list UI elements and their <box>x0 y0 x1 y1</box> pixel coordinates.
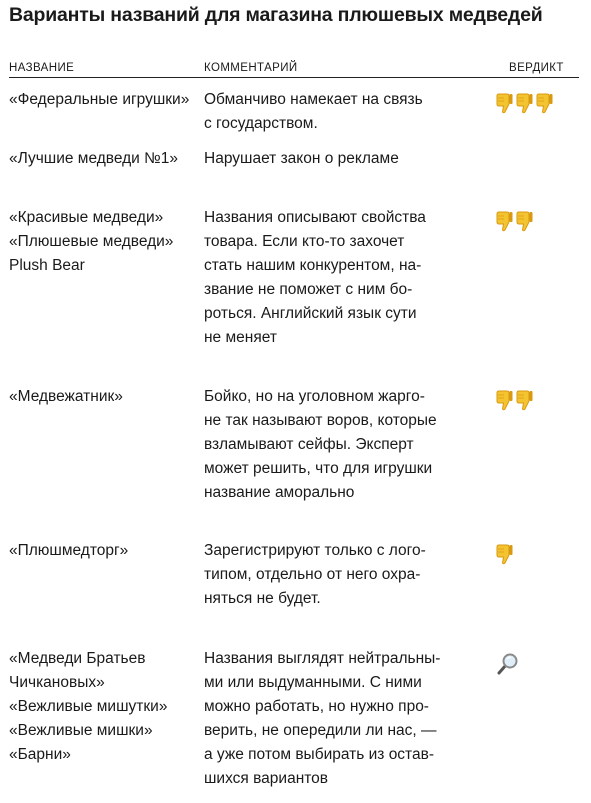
row-comment-cell <box>204 88 464 136</box>
store-name-option: «Медвежатник» <box>9 388 123 405</box>
comment-line: с государством. <box>204 115 318 132</box>
verdict-cell <box>496 93 553 114</box>
thumbs-down-icon <box>516 211 533 232</box>
column-header-comment: КОММЕНТАРИЙ <box>204 62 298 74</box>
thumbs-down-icon <box>496 211 513 232</box>
row-comment-cell <box>204 539 464 611</box>
row-comment-cell <box>204 206 464 350</box>
comment-line: верить, не опередили ли нас, — <box>204 722 437 739</box>
comment-line: может решить, что для игрушки <box>204 460 433 477</box>
comment-line: роться. Английский язык сути <box>204 305 417 322</box>
store-name-option: «Вежливые мишутки» <box>9 698 168 715</box>
store-name-option: «Вежливые мишки» <box>9 722 153 739</box>
comment-line: а уже потом выбирать из остав- <box>204 746 435 763</box>
thumbs-down-icon <box>496 390 513 411</box>
comment-line: Названия выглядят нейтральны- <box>204 650 441 667</box>
comment-line: шихся вариантов <box>204 770 329 787</box>
comment-line: типом, отдельно от него охра- <box>204 566 421 583</box>
store-name-option: «Плюшмедторг» <box>9 542 129 559</box>
header-divider <box>9 77 579 78</box>
thumbs-down-icon <box>496 544 513 565</box>
row-name-cell <box>9 647 199 767</box>
comment-line: взламывают сейфы. Эксперт <box>204 436 414 453</box>
row-name-cell <box>9 539 199 563</box>
row-name-cell <box>9 206 199 278</box>
row-name-cell <box>9 147 199 171</box>
row-comment-cell <box>204 147 464 171</box>
row-name-cell <box>9 88 199 112</box>
verdict-cell <box>496 390 533 411</box>
comment-line: не меняет <box>204 329 277 346</box>
column-header-verdict: ВЕРДИКТ <box>509 62 564 74</box>
row-comment-cell <box>204 647 464 791</box>
comment-line: Бойко, но на уголовном жарго- <box>204 388 425 405</box>
store-name-option: «Барни» <box>9 746 71 763</box>
store-name-option: «Медведи Братьев <box>9 650 146 667</box>
thumbs-down-icon <box>496 93 513 114</box>
comment-line: звание не поможет с ним бо- <box>204 281 413 298</box>
store-name-option: «Лучшие медведи №1» <box>9 150 179 167</box>
store-name-option: «Федеральные игрушки» <box>9 91 190 108</box>
comment-line: няться не будет. <box>204 590 321 607</box>
page-title: Варианты названий для магазина плюшевых медведей <box>9 4 543 26</box>
comment-line: стать нашим конкурентом, на- <box>204 257 422 274</box>
comment-line: товара. Если кто-то захочет <box>204 233 405 250</box>
comment-line: Названия описывают свойства <box>204 209 426 226</box>
store-name-option: Чичкановых» <box>9 674 105 691</box>
thumbs-down-icon <box>516 390 533 411</box>
magnifying-glass-icon <box>496 652 520 676</box>
row-comment-cell <box>204 385 464 505</box>
row-name-cell <box>9 385 199 409</box>
comment-line: не так называют воров, которые <box>204 412 437 429</box>
store-name-option: Plush Bear <box>9 257 85 274</box>
thumbs-down-icon <box>516 93 533 114</box>
comment-line: Зарегистрируют только с лого- <box>204 542 426 559</box>
column-header-name: НАЗВАНИЕ <box>9 62 75 74</box>
verdict-cell <box>496 544 513 565</box>
verdict-cell <box>496 652 520 676</box>
comment-line: Нарушает закон о рекламе <box>204 150 399 167</box>
verdict-cell <box>496 211 533 232</box>
thumbs-down-icon <box>536 93 553 114</box>
comment-line: можно работать, но нужно про- <box>204 698 429 715</box>
comment-line: название аморально <box>204 484 355 501</box>
store-name-option: «Красивые медведи» <box>9 209 164 226</box>
comment-line: Обманчиво намекает на связь <box>204 91 423 108</box>
comment-line: ми или выдуманными. С ними <box>204 674 422 691</box>
store-name-option: «Плюшевые медведи» <box>9 233 174 250</box>
